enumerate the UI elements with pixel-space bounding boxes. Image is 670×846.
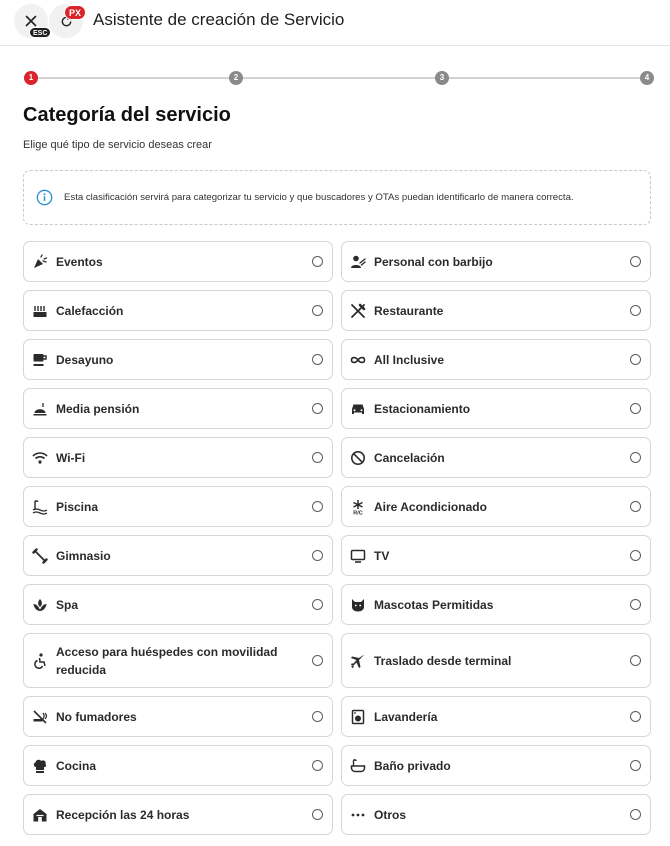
category-label: Lavandería xyxy=(374,709,438,724)
category-radio[interactable] xyxy=(630,403,641,414)
category-radio[interactable] xyxy=(630,305,641,316)
no-smoking-icon xyxy=(32,709,48,725)
category-radio[interactable] xyxy=(630,354,641,365)
category-label: Spa xyxy=(56,597,79,612)
category-label: Acceso para huéspedes con movilidad reducida xyxy=(56,644,278,677)
party-popper-icon xyxy=(32,254,48,270)
accessible-icon xyxy=(32,653,48,669)
category-label: Mascotas Permitidas xyxy=(374,597,494,612)
category-option-infinity[interactable] xyxy=(341,339,651,380)
category-label: TV xyxy=(374,548,390,563)
step-2[interactable]: 2 xyxy=(229,71,243,85)
category-label: Gimnasio xyxy=(56,548,111,563)
category-radio[interactable] xyxy=(312,599,323,610)
close-icon xyxy=(25,15,37,27)
more-icon xyxy=(350,807,366,823)
category-label: Otros xyxy=(374,807,407,822)
category-label: Piscina xyxy=(56,499,99,514)
airplane-icon xyxy=(350,653,366,669)
category-option-ac[interactable] xyxy=(341,486,651,527)
category-option-tv[interactable] xyxy=(341,535,651,576)
pool-icon xyxy=(32,499,48,515)
px-badge: PX xyxy=(64,5,86,20)
stepper-line xyxy=(31,77,641,79)
category-option-fitness[interactable] xyxy=(23,535,333,576)
top-bar xyxy=(0,0,670,46)
page-subtitle: Elige qué tipo de servicio deseas crear xyxy=(23,139,212,151)
category-label: Personal con barbijo xyxy=(374,254,493,269)
category-label: Media pensión xyxy=(56,401,140,416)
category-option-pool[interactable] xyxy=(23,486,333,527)
esc-shortcut-badge: ESC xyxy=(29,27,51,38)
step-4[interactable]: 4 xyxy=(640,71,654,85)
fitness-icon xyxy=(32,548,48,564)
masked-person-icon xyxy=(350,254,366,270)
wizard-title: Asistente de creación de Servicio xyxy=(93,10,345,29)
category-label: Desayuno xyxy=(56,352,114,367)
category-grid xyxy=(23,241,651,835)
category-label: Cocina xyxy=(56,758,97,773)
category-label: Eventos xyxy=(56,254,103,269)
cancel-icon xyxy=(350,450,366,466)
category-radio[interactable] xyxy=(630,809,641,820)
category-option-bathtub[interactable] xyxy=(341,745,651,786)
category-option-washing-machine[interactable] xyxy=(341,696,651,737)
svg-text:R/C: R/C xyxy=(353,510,363,515)
category-option-spa[interactable] xyxy=(23,584,333,625)
category-radio[interactable] xyxy=(630,256,641,267)
category-radio[interactable] xyxy=(630,550,641,561)
category-radio[interactable] xyxy=(630,655,641,666)
page-title: Categoría del servicio xyxy=(23,104,231,126)
category-option-cancel[interactable] xyxy=(341,437,651,478)
category-label: All Inclusive xyxy=(374,352,445,367)
heater-icon xyxy=(32,303,48,319)
category-option-coffee[interactable] xyxy=(23,339,333,380)
category-radio[interactable] xyxy=(312,501,323,512)
category-option-heater[interactable] xyxy=(23,290,333,331)
category-radio[interactable] xyxy=(312,711,323,722)
washing-machine-icon xyxy=(350,709,366,725)
category-radio[interactable] xyxy=(312,550,323,561)
category-radio[interactable] xyxy=(312,305,323,316)
category-radio[interactable] xyxy=(312,760,323,771)
category-option-party-popper[interactable] xyxy=(23,241,333,282)
category-radio[interactable] xyxy=(312,256,323,267)
category-radio[interactable] xyxy=(630,760,641,771)
tv-icon xyxy=(350,548,366,564)
wizard-stepper xyxy=(24,71,648,85)
coffee-icon xyxy=(32,352,48,368)
category-radio[interactable] xyxy=(630,599,641,610)
infinity-icon xyxy=(350,352,366,368)
info-text: Esta clasificación servirá para categorizar tu servicio y que buscadores y OTAs puedan identificarlo de manera correcta. xyxy=(64,192,574,203)
info-icon xyxy=(36,189,53,206)
fork-knife-icon xyxy=(350,303,366,319)
category-radio[interactable] xyxy=(312,809,323,820)
category-option-more[interactable] xyxy=(341,794,651,835)
spa-icon xyxy=(32,597,48,613)
category-option-car[interactable] xyxy=(341,388,651,429)
category-option-masked-person[interactable] xyxy=(341,241,651,282)
car-icon xyxy=(350,401,366,417)
category-option-chef-hat[interactable] xyxy=(23,745,333,786)
category-option-airplane[interactable] xyxy=(341,633,651,688)
category-radio[interactable] xyxy=(312,354,323,365)
category-label: Calefacción xyxy=(56,303,124,318)
reception-icon xyxy=(32,807,48,823)
meal-icon xyxy=(32,401,48,417)
category-radio[interactable] xyxy=(312,403,323,414)
category-label: Aire Acondicionado xyxy=(374,499,487,514)
category-option-no-smoking[interactable] xyxy=(23,696,333,737)
category-radio[interactable] xyxy=(630,501,641,512)
bathtub-icon xyxy=(350,758,366,774)
category-label: Cancelación xyxy=(374,450,445,465)
category-label: Estacionamiento xyxy=(374,401,471,416)
category-label: Traslado desde terminal xyxy=(374,653,512,668)
ac-icon xyxy=(350,499,366,515)
category-option-pet[interactable] xyxy=(341,584,651,625)
category-option-meal[interactable] xyxy=(23,388,333,429)
step-3[interactable]: 3 xyxy=(435,71,449,85)
category-radio[interactable] xyxy=(630,452,641,463)
category-radio[interactable] xyxy=(312,655,323,666)
category-option-wifi[interactable] xyxy=(23,437,333,478)
chef-hat-icon xyxy=(32,758,48,774)
category-label: Baño privado xyxy=(374,758,451,773)
category-label: Wi-Fi xyxy=(56,450,86,465)
category-option-accessible[interactable] xyxy=(23,633,333,688)
category-radio[interactable] xyxy=(630,711,641,722)
category-radio[interactable] xyxy=(312,452,323,463)
info-box xyxy=(23,170,651,225)
pet-icon xyxy=(350,597,366,613)
category-option-fork-knife[interactable] xyxy=(341,290,651,331)
category-option-reception[interactable] xyxy=(23,794,333,835)
category-label: Restaurante xyxy=(374,303,444,318)
category-label: No fumadores xyxy=(56,709,137,724)
step-1[interactable]: 1 xyxy=(24,71,38,85)
category-label: Recepción las 24 horas xyxy=(56,807,190,822)
wifi-icon xyxy=(32,450,48,466)
